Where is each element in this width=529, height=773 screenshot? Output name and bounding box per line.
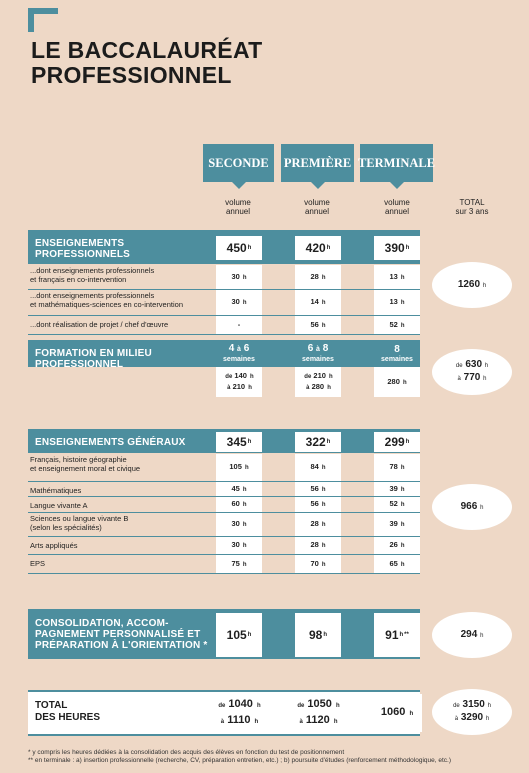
- value: 345: [226, 435, 247, 449]
- row-label-line-1: Mathématiques: [30, 486, 82, 495]
- formation-premiere-hours: [295, 367, 341, 397]
- footnotes: [28, 749, 451, 765]
- unit: h: [242, 274, 247, 281]
- range-word: à: [454, 716, 459, 722]
- value: 56: [310, 499, 319, 508]
- annuel-label: annuel: [384, 207, 410, 216]
- de-word: de: [455, 363, 463, 369]
- unit: h: [333, 719, 338, 725]
- value: 39: [389, 519, 398, 528]
- weeks-to: 8: [322, 343, 329, 354]
- row-label: [30, 456, 140, 473]
- row-label-line-1: Arts appliqués: [30, 541, 78, 550]
- table-cell-seconde: [216, 290, 262, 315]
- unit: h: [480, 504, 484, 511]
- title-line-2: PROFESSIONNEL: [31, 62, 232, 88]
- value: 322: [305, 435, 326, 449]
- table-cell-seconde: [216, 497, 262, 512]
- value: 39: [389, 483, 398, 493]
- value: 450: [226, 241, 247, 255]
- row-label: [30, 542, 78, 551]
- value: 13: [389, 297, 398, 306]
- unit: h: [400, 543, 405, 549]
- unit: h: [321, 561, 326, 568]
- unit: h: [242, 543, 247, 549]
- weeks: 8: [394, 343, 400, 355]
- value: 52: [389, 319, 398, 329]
- volume-label: volume: [225, 198, 251, 207]
- table-cell-seconde: [216, 513, 262, 536]
- column-header-terminale-label: TERMINALE: [357, 155, 436, 170]
- unit: h: [327, 385, 331, 391]
- value: 26: [389, 540, 398, 549]
- unit: h: [402, 379, 407, 386]
- hours-to: 280: [311, 382, 325, 391]
- table-cell-terminale: [374, 290, 420, 315]
- volume-annuel-premiere: [277, 198, 357, 216]
- row-label-line-1: Français, histoire géographie: [30, 455, 127, 464]
- table-cell-premiere: [295, 265, 341, 289]
- ens-gen-terminale: [374, 432, 420, 452]
- value: 98: [308, 628, 323, 642]
- value: 28: [310, 540, 319, 549]
- unit: h: [254, 719, 259, 725]
- total-label-l2: DES HEURES: [35, 712, 101, 723]
- ens-gen-total: [432, 484, 512, 530]
- range-word: à: [457, 376, 461, 382]
- table-cell-terminale: [374, 555, 420, 573]
- column-header-premiere-label: PREMIÈRE: [283, 155, 352, 170]
- unit: h: [482, 282, 487, 289]
- table-cell-premiere: [295, 555, 341, 573]
- weeks-word: semaines: [381, 355, 413, 363]
- de-word: de: [453, 703, 460, 709]
- value: 30: [231, 519, 240, 528]
- consolidation-header: [35, 618, 207, 651]
- total-seconde: [212, 694, 266, 732]
- unit: h: [242, 300, 247, 306]
- volume-label: volume: [384, 198, 410, 207]
- consolidation-header-l2: PAGNEMENT PERSONNALISÉ ET: [35, 629, 201, 640]
- table-cell-premiere: [295, 290, 341, 315]
- table-cell-terminale: [374, 454, 420, 481]
- footnote-2: ** en terminale : a) insertion professionnelle (recherche, CV, préparation entretien, etc.) ; b) poursuite d'études (renforcement méthodologique, etc.): [28, 757, 452, 764]
- table-cell-premiere: [295, 316, 341, 334]
- row-label-line-2: et enseignement moral et civique: [30, 463, 141, 473]
- row-label-line-1: ...dont réalisation de projet / chef d'œuvre: [30, 320, 169, 329]
- weeks-word: semaines: [223, 356, 255, 363]
- total-from: 630: [465, 359, 483, 370]
- table-cell-terminale: [374, 537, 420, 554]
- unit: h: [485, 716, 490, 722]
- value: 1060: [380, 706, 406, 718]
- row-label-line-1: Sciences ou langue vivante B: [30, 514, 129, 523]
- unit: h: [405, 245, 410, 251]
- table-cell-terminale: [374, 316, 420, 334]
- formation-total: [432, 349, 512, 395]
- unit: h: [247, 439, 252, 445]
- value: 56: [310, 483, 319, 493]
- unit: h: [321, 300, 326, 306]
- grand-total: [432, 689, 512, 735]
- table-cell-premiere: [295, 454, 341, 481]
- consolidation-header-l3: PRÉPARATION À L'ORIENTATION *: [35, 640, 208, 651]
- range-word: à: [227, 385, 231, 391]
- range-word: à: [306, 385, 310, 391]
- annuel-label: annuel: [225, 207, 251, 216]
- value: 56: [310, 319, 319, 329]
- column-header-seconde: [203, 144, 274, 182]
- ens-pro-total: [432, 262, 512, 308]
- ens-gen-premiere: [295, 432, 341, 452]
- row-label-line-2: et français en co-intervention: [30, 274, 127, 284]
- corner-mark-vertical: [28, 8, 34, 32]
- row-label: [30, 267, 154, 284]
- volume-annuel-seconde: [198, 198, 278, 216]
- range-word: à: [316, 346, 320, 353]
- table-cell-premiere: [295, 513, 341, 536]
- hours-from: 140: [234, 371, 247, 380]
- unit: h: [242, 561, 247, 568]
- value: 84: [310, 462, 319, 471]
- total-to: 770: [463, 372, 481, 383]
- total-from: 1040: [228, 698, 253, 710]
- range-word: à: [237, 346, 241, 353]
- table-cell-seconde: [216, 555, 262, 573]
- unit: h: [487, 703, 491, 709]
- value: 966: [460, 500, 478, 512]
- consolidation-seconde: [216, 613, 262, 657]
- row-label: [30, 487, 81, 496]
- table-cell-terminale: [374, 513, 420, 536]
- total-to: 1120: [305, 714, 330, 726]
- table-cell-seconde: [216, 265, 262, 289]
- de-word: de: [304, 374, 312, 380]
- value: 390: [384, 241, 405, 255]
- unit: h: [321, 274, 326, 281]
- unit: h: [400, 322, 405, 329]
- weeks-from: 6: [307, 343, 314, 354]
- ens-gen-seconde: [216, 432, 262, 452]
- unit: h: [242, 486, 247, 493]
- unit: h: [400, 522, 405, 528]
- value: 14: [310, 297, 319, 306]
- formation-header-l2: PROFESSIONNEL: [35, 359, 124, 370]
- total-to: 3290: [460, 712, 484, 723]
- consolidation-header-l1: CONSOLIDATION, ACCOM-: [35, 618, 169, 629]
- value: 30: [231, 297, 240, 306]
- formation-seconde-weeks: [216, 342, 262, 367]
- value: 1260: [457, 278, 481, 290]
- unit: h: [399, 632, 404, 638]
- value: 60: [231, 499, 240, 508]
- formation-header: [35, 348, 152, 370]
- annuel-label: annuel: [304, 207, 330, 216]
- row-label-line-2: et mathématiques-sciences en co-intervention: [30, 299, 183, 309]
- hours-from: 210: [313, 371, 326, 380]
- value: 420: [305, 241, 326, 255]
- row-label-line-1: ...dont enseignements professionnels: [30, 266, 155, 275]
- formation-premiere-weeks: [295, 342, 341, 367]
- table-cell-seconde: [216, 316, 262, 334]
- unit: h: [247, 632, 252, 638]
- formation-seconde-hours: [216, 367, 262, 397]
- value: 294: [460, 628, 478, 640]
- unit: h: [400, 561, 405, 568]
- unit: h: [242, 502, 247, 508]
- column-header-terminale: [357, 144, 436, 182]
- unit: h: [400, 300, 405, 306]
- unit: h: [400, 502, 405, 508]
- weeks-from: 4: [228, 343, 235, 354]
- row-label-line-1: EPS: [30, 559, 46, 568]
- hours: 280: [387, 376, 400, 386]
- footnote-1: * y compris les heures dédiées à la consolidation des acquis des élèves en fonction du test de positionnement: [28, 749, 345, 756]
- unit: h: [321, 502, 326, 508]
- table-cell-terminale: [374, 497, 420, 512]
- unit: h: [321, 465, 326, 471]
- page-title: [31, 38, 263, 88]
- formation-header-l1: FORMATION EN MILIEU: [35, 348, 152, 359]
- ens-pro-header: [35, 238, 130, 260]
- range-word: à: [220, 719, 225, 725]
- value: 45: [231, 483, 240, 493]
- ens-pro-header-l2: PROFESSIONNELS: [35, 249, 131, 260]
- total-premiere: [291, 694, 345, 732]
- ens-gen-header: [35, 437, 186, 448]
- unit: h: [329, 374, 333, 380]
- weeks-to: 6: [243, 343, 250, 354]
- unit: h: [400, 465, 405, 471]
- total-3-ans-header: [432, 198, 512, 216]
- unit: h: [323, 632, 328, 638]
- volume-label: volume: [304, 198, 330, 207]
- de-word: de: [225, 374, 233, 380]
- unit: h: [248, 385, 252, 391]
- unit: h: [400, 486, 405, 493]
- unit: h: [256, 703, 261, 709]
- table-cell-premiere: [295, 482, 341, 496]
- value: 91: [385, 628, 399, 642]
- value: 299: [384, 435, 405, 449]
- row-label-line-2: (selon les spécialités): [30, 522, 102, 532]
- unit: h: [250, 374, 254, 380]
- row-label: [30, 560, 45, 569]
- value: 70: [310, 558, 319, 568]
- row-label: [30, 515, 128, 532]
- ens-pro-premiere: [295, 236, 341, 260]
- table-cell-seconde: [216, 482, 262, 496]
- row-divider: [28, 573, 420, 574]
- de-word: de: [218, 703, 226, 709]
- row-label: [30, 502, 88, 511]
- table-cell-seconde: [216, 537, 262, 554]
- consolidation-terminale: [374, 613, 420, 657]
- volume-annuel-terminale: [357, 198, 437, 216]
- table-cell-premiere: [295, 497, 341, 512]
- sur-3-ans-label: sur 3 ans: [455, 207, 489, 216]
- table-cell-terminale: [374, 482, 420, 496]
- row-label: [30, 292, 183, 309]
- de-word: de: [297, 703, 305, 709]
- ens-pro-header-l1: ENSEIGNEMENTS: [35, 238, 125, 249]
- value: 13: [389, 271, 398, 281]
- unit: h: [335, 703, 340, 709]
- total-from: 3150: [462, 699, 485, 710]
- value: 52: [389, 499, 398, 508]
- consolidation-premiere: [295, 613, 341, 657]
- range-word: à: [299, 719, 303, 725]
- unit: h: [321, 543, 326, 549]
- row-label-line-1: ...dont enseignements professionnels: [30, 291, 155, 300]
- ens-gen-header-text: ENSEIGNEMENTS GÉNÉRAUX: [35, 437, 186, 448]
- ens-pro-seconde: [216, 236, 262, 260]
- total-label: TOTAL: [459, 198, 485, 207]
- unit: h: [242, 522, 247, 528]
- unit: h: [244, 465, 249, 471]
- value: 105: [229, 462, 242, 471]
- unit: h: [409, 711, 414, 717]
- value: 105: [226, 628, 247, 642]
- total-terminale: [372, 694, 422, 732]
- total-from: 1050: [307, 698, 332, 710]
- unit: h: [247, 245, 252, 251]
- weeks-word: semaines: [302, 356, 334, 363]
- unit: h: [400, 274, 405, 281]
- formation-terminale-hours: [374, 367, 420, 397]
- unit: h: [326, 245, 331, 251]
- table-cell-terminale: [374, 265, 420, 289]
- total-bottom-line: [28, 734, 420, 736]
- total-label-l1: TOTAL: [35, 700, 68, 711]
- row-divider: [28, 334, 420, 335]
- unit: h: [321, 486, 326, 493]
- unit: h: [326, 439, 331, 445]
- value: 75: [231, 558, 240, 568]
- value: 28: [310, 519, 319, 528]
- unit: h: [484, 363, 489, 369]
- value: 28: [310, 271, 319, 281]
- table-cell-premiere: [295, 537, 341, 554]
- value: 78: [389, 462, 398, 471]
- column-header-premiere: [281, 144, 354, 182]
- column-header-seconde-label: SECONDE: [208, 155, 269, 170]
- formation-terminale-weeks: [374, 342, 420, 367]
- unit: h: [480, 632, 484, 639]
- table-cell-seconde: [216, 454, 262, 481]
- ens-pro-terminale: [374, 236, 420, 260]
- footnote-mark: **: [404, 632, 409, 638]
- title-line-1: LE BACCALAURÉAT: [31, 37, 263, 63]
- value: 30: [231, 271, 240, 281]
- row-label: [30, 321, 168, 330]
- consolidation-total: [432, 612, 512, 658]
- value: 30: [231, 540, 240, 549]
- row-label-line-1: Langue vivante A: [30, 501, 88, 510]
- value: -: [237, 320, 241, 329]
- hours-to: 210: [232, 382, 246, 391]
- unit: h: [321, 322, 326, 329]
- value: 65: [389, 558, 398, 568]
- total-to: 1110: [227, 714, 251, 726]
- unit: h: [483, 376, 487, 382]
- unit: h: [405, 439, 410, 445]
- total-label: [35, 700, 100, 724]
- unit: h: [321, 522, 326, 528]
